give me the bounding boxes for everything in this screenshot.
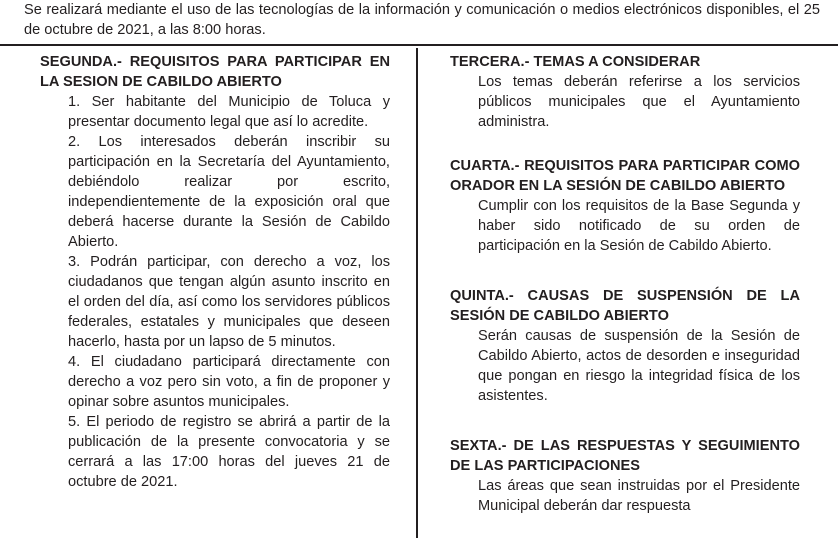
header-rule <box>0 44 838 46</box>
requirement-item-3: 3. Podrán participar, con derecho a voz, los ciudadanos que tengan algún asunto inscrito en el orden del día, así como los servidores públicos federales, estatales y municipales que deseen hacerlo, hasta por un lapso de 5 minutos. <box>68 254 390 350</box>
section-cuarta-text: Cumplir con los requisitos de la Base Segunda y haber sido notificado de su orden de participación en la Sesión de Cabildo Abierto. <box>478 198 800 254</box>
section-cuarta-body <box>450 196 800 256</box>
requirement-item-4: 4. El ciudadano participará directamente con derecho a voz pero sin voto, a fin de proponer y opinar sobre asuntos municipales. <box>68 354 390 410</box>
section-sexta-title: SEXTA.- DE LAS RESPUESTAS Y SEGUIMIENTO DE LAS PARTICIPACIONES <box>450 438 800 474</box>
section-tercera-text: Los temas deberán referirse a los servicios públicos municipales que el Ayuntamiento administra. <box>478 74 800 130</box>
section-segunda-title: SEGUNDA.- REQUISITOS PARA PARTICIPAR EN LA SESION DE CABILDO ABIERTO <box>40 54 390 90</box>
section-tercera-title: TERCERA.- TEMAS A CONSIDERAR <box>450 54 701 70</box>
section-segunda <box>40 52 390 492</box>
intro-paragraph: Se realizará mediante el uso de las tecnologías de la información y comunicación o medios electrónicos disponibles, el 25 de octubre de 2021, a las 8:00 horas. <box>24 2 820 38</box>
left-column <box>40 52 390 492</box>
right-column <box>450 52 800 516</box>
section-sexta <box>450 436 800 516</box>
requirement-item-2: 2. Los interesados deberán inscribir su participación en la Secretaría del Ayuntamiento, debiéndolo realizar por escrito, independientemente de la exposición oral que deberá hacerse durante la Sesión de Cabildo Abierto. <box>68 134 390 250</box>
section-tercera <box>450 52 800 132</box>
requirement-item-1: 1. Ser habitante del Municipio de Toluca y presentar documento legal que así lo acredite. <box>68 94 390 130</box>
section-cuarta-title: CUARTA.- REQUISITOS PARA PARTICIPAR COMO ORADOR EN LA SESIÓN DE CABILDO ABIERTO <box>450 158 800 194</box>
section-segunda-body <box>40 92 390 492</box>
requirement-item-5: 5. El periodo de registro se abrirá a partir de la publicación de la presente convocatoria y se cerrará a las 17:00 horas del jueves 21 de octubre de 2021. <box>68 414 390 490</box>
section-quinta-body <box>450 326 800 406</box>
section-quinta-title: QUINTA.- CAUSAS DE SUSPENSIÓN DE LA SESIÓN DE CABILDO ABIERTO <box>450 288 800 324</box>
section-quinta <box>450 286 800 406</box>
section-sexta-text: Las áreas que sean instruidas por el Presidente Municipal deberán dar respuesta <box>478 478 800 514</box>
section-sexta-body <box>450 476 800 516</box>
section-tercera-body <box>450 72 800 132</box>
section-quinta-text: Serán causas de suspensión de la Sesión de Cabildo Abierto, actos de desorden e inseguridad que pongan en riesgo la integridad física de los asistentes. <box>478 328 800 404</box>
column-divider <box>416 48 418 538</box>
section-cuarta <box>450 156 800 256</box>
